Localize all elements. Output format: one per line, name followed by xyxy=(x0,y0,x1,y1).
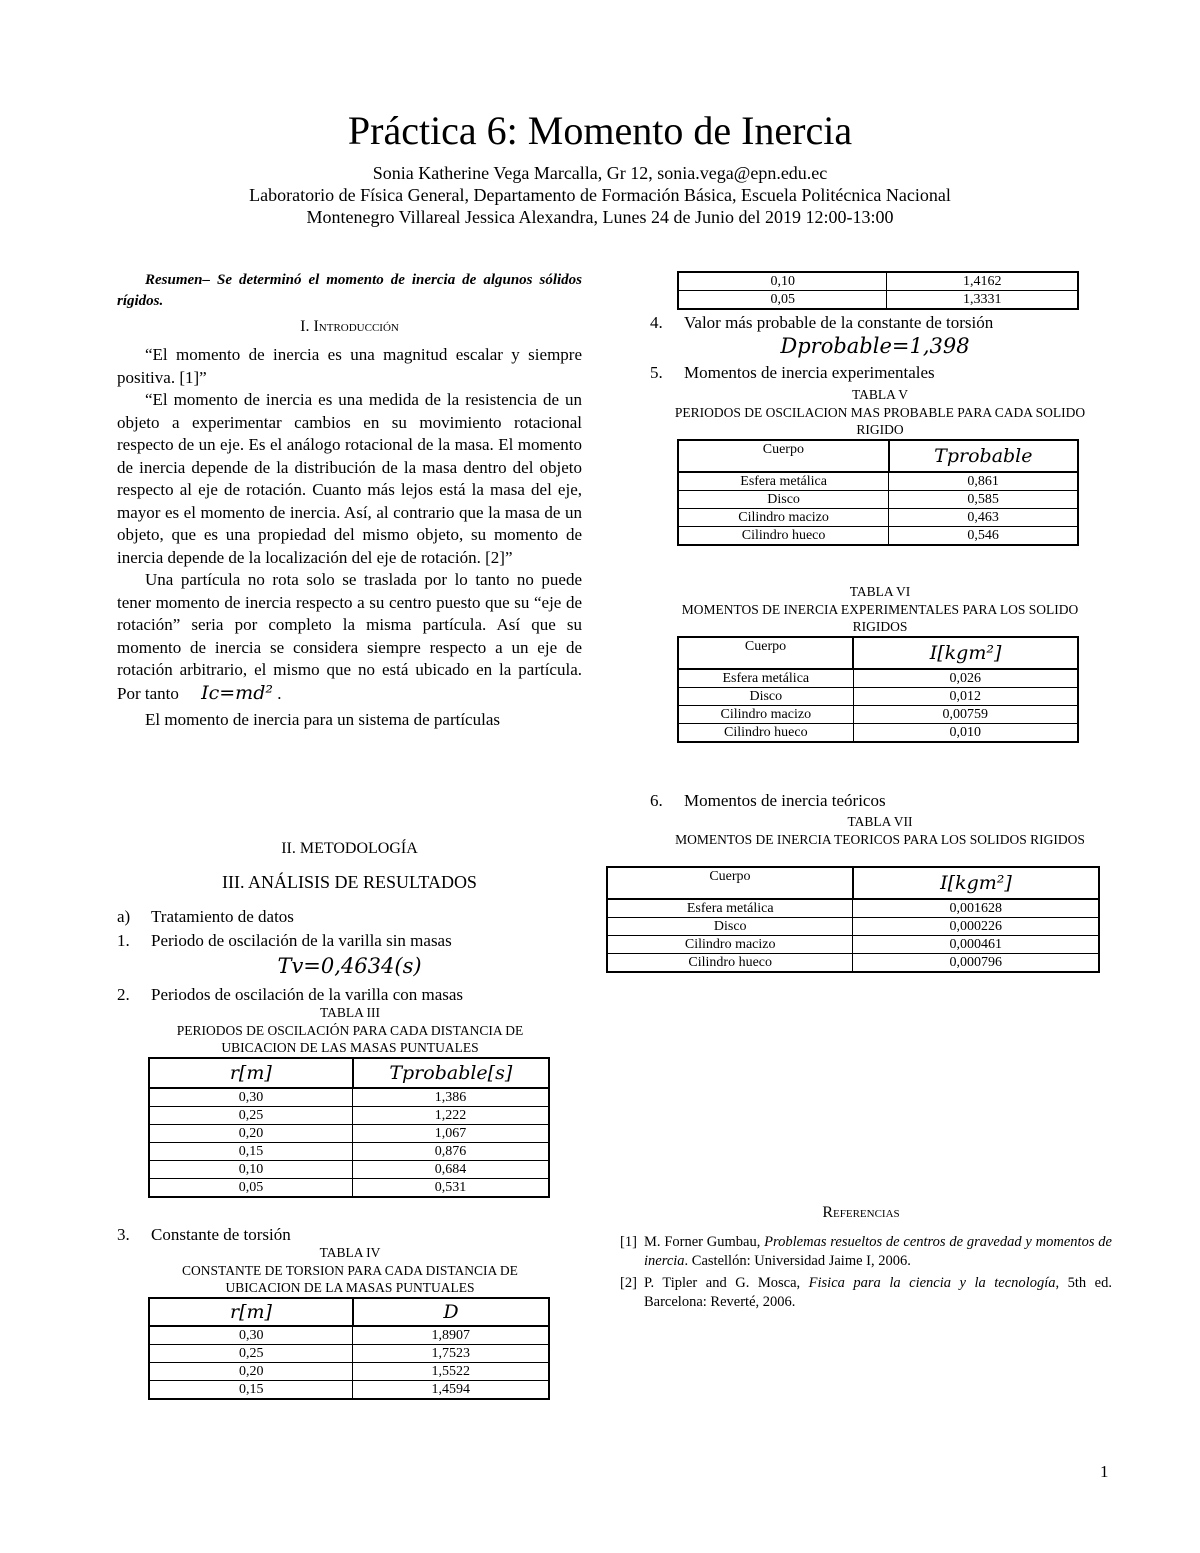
table4-label: TABLA IV xyxy=(319,1245,381,1260)
table-cell: Cilindro macizo xyxy=(607,936,853,954)
table4-continued xyxy=(677,271,1079,310)
reference-title: Problemas resueltos de centros de gravedad y momentos de inercia xyxy=(644,1234,1112,1269)
item-1-num: 1. xyxy=(117,931,130,950)
section-metodologia: II. METODOLOGÍA xyxy=(281,840,418,857)
table-cell: Cilindro hueco xyxy=(678,724,853,743)
table-cell: 0,05 xyxy=(149,1179,353,1198)
table-cell: 0,25 xyxy=(149,1345,353,1363)
table-cell: 0,15 xyxy=(149,1143,353,1161)
table3-label: TABLA III xyxy=(319,1005,381,1020)
author-line: Sonia Katherine Vega Marcalla, Gr 12, sonia.vega@epn.edu.ec xyxy=(372,163,828,183)
table-cell: 0,10 xyxy=(149,1161,353,1179)
table-row xyxy=(149,1088,549,1107)
table-header-cell: r[m] xyxy=(149,1058,353,1088)
table-row xyxy=(607,936,1099,954)
reference-text: M. Forner Gumbau, Problemas resueltos de centros de gravedad y momentos de inercia. Castellón: Universidad Jaime I, 2006. xyxy=(644,1234,1112,1269)
item-2 xyxy=(117,984,463,1006)
table-cell: 1,8907 xyxy=(353,1326,549,1345)
table-row xyxy=(678,527,1078,546)
table7-label: TABLA VII xyxy=(847,814,913,829)
item-5-text: Momentos de inercia experimentales xyxy=(684,363,935,382)
table6-caption: MOMENTOS DE INERCIA EXPERIMENTALES PARA LOS SOLIDO RIGIDOS xyxy=(681,602,1079,634)
table-row xyxy=(678,724,1078,743)
reference-number: [1] xyxy=(620,1234,637,1250)
item-4 xyxy=(650,312,993,334)
table-cell: 0,00759 xyxy=(853,706,1078,724)
item-4-text: Valor más probable de la constante de torsión xyxy=(684,313,994,332)
item-2-text: Periodos de oscilación de la varilla con masas xyxy=(151,985,464,1004)
table4-caption: CONSTANTE DE TORSION PARA CADA DISTANCIA DE UBICACION DE LA MASAS PUNTUALES xyxy=(182,1263,518,1295)
item-3-num: 3. xyxy=(117,1225,130,1244)
item-3-text: Constante de torsión xyxy=(151,1225,291,1244)
table-cell: 0,546 xyxy=(889,527,1078,546)
table-cell: 0,30 xyxy=(149,1326,353,1345)
table-row xyxy=(678,669,1078,688)
table-row xyxy=(149,1179,549,1198)
item-6 xyxy=(650,790,886,812)
formula-d: Dprobable=1,398 xyxy=(780,334,970,358)
section-introduccion-title: I. Introducción xyxy=(300,318,399,335)
reference-number: [2] xyxy=(620,1275,637,1291)
item-4-num: 4. xyxy=(650,313,663,332)
table-cell: Disco xyxy=(607,918,853,936)
section-analisis: III. ANÁLISIS DE RESULTADOS xyxy=(222,872,477,892)
table7-caption: MOMENTOS DE INERCIA TEORICOS PARA LOS SOLIDOS RIGIDOS xyxy=(675,832,1085,847)
table-header-cell: Cuerpo xyxy=(678,440,889,472)
item-5 xyxy=(650,362,935,384)
table-header-cell: D xyxy=(353,1298,549,1326)
table-row xyxy=(678,509,1078,527)
table-cell: Cilindro macizo xyxy=(678,706,853,724)
item-a-num: a) xyxy=(117,907,131,926)
table-row xyxy=(678,491,1078,509)
item-a xyxy=(117,906,294,928)
abstract: Resumen– Se determinó el momento de inercia de algunos sólidos rígidos. xyxy=(117,272,582,309)
table-header-row xyxy=(607,867,1099,899)
table-cell: Esfera metálica xyxy=(678,472,889,491)
table-cell: 0,026 xyxy=(853,669,1078,688)
table-cell: 1,3331 xyxy=(887,291,1078,310)
intro-paragraph-4: El momento de inercia para un sistema de partículas xyxy=(145,710,500,729)
table-cell: 0,585 xyxy=(889,491,1078,509)
table-row xyxy=(678,706,1078,724)
table-cell: 0,010 xyxy=(853,724,1078,743)
table-cell: 0,000796 xyxy=(853,954,1099,973)
table-cell: 0,05 xyxy=(678,291,887,310)
table-cell: 0,30 xyxy=(149,1088,353,1107)
table-row xyxy=(149,1161,549,1179)
table-cell: 0,20 xyxy=(149,1125,353,1143)
table-cell: 0,861 xyxy=(889,472,1078,491)
table-row xyxy=(607,954,1099,973)
table-header-cell: Cuerpo xyxy=(678,637,853,669)
table-cell: Disco xyxy=(678,491,889,509)
item-1-text: Periodo de oscilación de la varilla sin masas xyxy=(151,931,452,950)
table-header-cell: I[kgm²] xyxy=(853,867,1099,899)
table-cell: Cilindro hueco xyxy=(678,527,889,546)
intro-paragraph-2: “El momento de inercia es una medida de la resistencia de un objeto a experimentar cambios en su movimiento rotacional respecto de un eje. Es el análogo rotacional de la masa. El momento de inercia depende de la distribución de la masa dentro del objeto respecto al eje de rotación. Cuanto más lejos está la masa del eje, mayor es el momento de inercia. Así, al contrario que la masa de un objeto, que es una propiedad del mismo objeto, su momento de inercia depende de la localización del eje de rotación. [2]” xyxy=(117,390,582,567)
table-cell: 0,001628 xyxy=(853,899,1099,918)
table-header-cell: Tprobable xyxy=(889,440,1078,472)
table-row xyxy=(678,472,1078,491)
table-cell: 0,15 xyxy=(149,1381,353,1400)
item-6-num: 6. xyxy=(650,791,663,810)
table-cell: 1,386 xyxy=(353,1088,549,1107)
instructor-line: Montenegro Villareal Jessica Alexandra, Lunes 24 de Junio del 2019 12:00-13:00 xyxy=(306,207,894,227)
table-cell: 1,4162 xyxy=(887,272,1078,291)
item-6-text: Momentos de inercia teóricos xyxy=(684,791,886,810)
table-cell: 1,222 xyxy=(353,1107,549,1125)
table-cell: Esfera metálica xyxy=(607,899,853,918)
table-header-cell: I[kgm²] xyxy=(853,637,1078,669)
item-a-text: Tratamiento de datos xyxy=(151,907,294,926)
left-column xyxy=(117,270,582,732)
references-list xyxy=(620,1233,1112,1315)
table-cell: Cilindro macizo xyxy=(678,509,889,527)
table-header-row xyxy=(678,440,1078,472)
formula-tv: Tv=0,4634(s) xyxy=(277,954,422,978)
table-row xyxy=(149,1345,549,1363)
intro-paragraph-3-text: Una partícula no rota solo se traslada por lo tanto no puede tener momento de inercia respecto a su centro puesto que su “eje de rotación” seria por completo la misma partícula. Así que su momento de inercia se considera siempre respecto a un eje de rotación arbitrario, el mismo que no está ubicado en la partícula. Por tanto xyxy=(117,570,582,703)
table7 xyxy=(606,866,1100,973)
references-heading xyxy=(620,1204,1102,1222)
table5-caption: PERIODOS DE OSCILACION MAS PROBABLE PARA CADA SOLIDO RIGIDO xyxy=(674,405,1086,437)
section-introduccion xyxy=(117,318,582,336)
reference-item xyxy=(620,1274,1112,1312)
table-cell: 0,000226 xyxy=(853,918,1099,936)
table-cell: 1,5522 xyxy=(353,1363,549,1381)
table-cell: 0,876 xyxy=(353,1143,549,1161)
table-cell: 1,4594 xyxy=(353,1381,549,1400)
table-row xyxy=(149,1125,549,1143)
table-row xyxy=(149,1326,549,1345)
table3-caption: PERIODOS DE OSCILACIÓN PARA CADA DISTANCIA DE UBICACION DE LAS MASAS PUNTUALES xyxy=(176,1023,524,1055)
item-1 xyxy=(117,930,452,952)
item-2-num: 2. xyxy=(117,985,130,1004)
table-cell: 1,7523 xyxy=(353,1345,549,1363)
table-row xyxy=(149,1363,549,1381)
table-row xyxy=(607,918,1099,936)
table5 xyxy=(677,439,1079,546)
table-header-row xyxy=(678,637,1078,669)
table6 xyxy=(677,636,1079,743)
table-row xyxy=(678,272,1078,291)
table-header-row xyxy=(149,1298,549,1326)
table-cell: Disco xyxy=(678,688,853,706)
page-number: 1 xyxy=(1100,1462,1109,1481)
affiliation-line: Laboratorio de Física General, Departamento de Formación Básica, Escuela Politécnica Nacional xyxy=(249,185,951,205)
table-row xyxy=(149,1143,549,1161)
table-row xyxy=(149,1381,549,1400)
intro-paragraph-3: Una partícula no rota solo se traslada por lo tanto no puede tener momento de inercia respecto a su centro puesto que su “eje de rotación” seria por completo la misma partícula. Así que su momento de inercia se considera siempre respecto a un eje de rotación arbitrario, el mismo que no está ubicado en la partícula. Por tanto Ic=md² . xyxy=(117,570,582,704)
reference-text: P. Tipler and G. Mosca, Fisica para la ciencia y la tecnología, 5th ed. Barcelona: Reverté, 2006. xyxy=(644,1275,1112,1310)
table6-label: TABLA VI xyxy=(849,584,911,599)
table-cell: Cilindro hueco xyxy=(607,954,853,973)
table4 xyxy=(148,1297,550,1400)
table-row xyxy=(607,899,1099,918)
table-cell: Esfera metálica xyxy=(678,669,853,688)
table-row xyxy=(678,688,1078,706)
table-cell: 0,531 xyxy=(353,1179,549,1198)
table-row xyxy=(149,1107,549,1125)
table5-label: TABLA V xyxy=(851,387,909,402)
table-cell: 0,012 xyxy=(853,688,1078,706)
table3 xyxy=(148,1057,550,1198)
intro-paragraph-1: “El momento de inercia es una magnitud escalar y siempre positiva. [1]” xyxy=(117,345,582,387)
table-cell: 0,10 xyxy=(678,272,887,291)
reference-item xyxy=(620,1233,1112,1271)
page-title: Práctica 6: Momento de Inercia xyxy=(347,108,853,153)
table-cell: 0,684 xyxy=(353,1161,549,1179)
table-cell: 0,25 xyxy=(149,1107,353,1125)
references-title: Referencias xyxy=(822,1204,900,1221)
reference-title: Fisica para la ciencia y la tecnología xyxy=(808,1275,1056,1291)
table-header-cell: Tprobable[s] xyxy=(353,1058,549,1088)
table-header-row xyxy=(149,1058,549,1088)
table-header-cell: r[m] xyxy=(149,1298,353,1326)
table-cell: 0,463 xyxy=(889,509,1078,527)
table-cell: 0,20 xyxy=(149,1363,353,1381)
table-cell: 0,000461 xyxy=(853,936,1099,954)
table-header-cell: Cuerpo xyxy=(607,867,853,899)
item-3 xyxy=(117,1224,291,1246)
table-row xyxy=(678,291,1078,310)
formula-ic: Ic=md² xyxy=(201,681,273,704)
item-5-num: 5. xyxy=(650,363,663,382)
table-cell: 1,067 xyxy=(353,1125,549,1143)
